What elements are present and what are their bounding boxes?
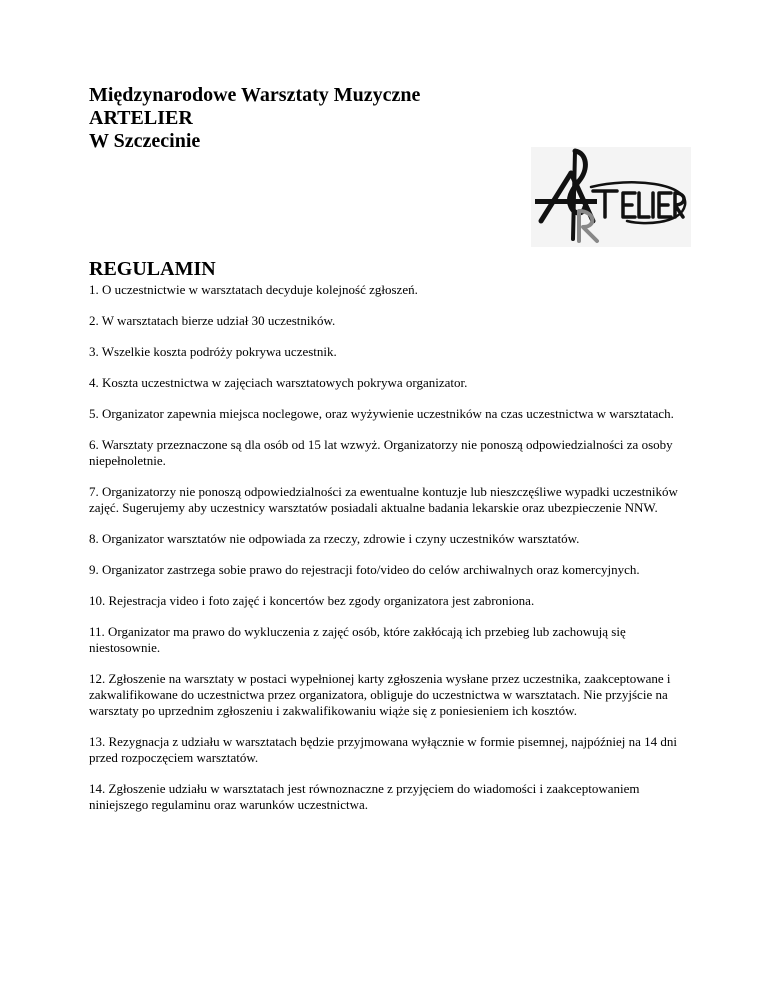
rule-item: 8. Organizator warsztatów nie odpowiada za rzeczy, zdrowie i czyny uczestników warsztatów.: [89, 531, 580, 546]
rule-item: 1. O uczestnictwie w warsztatach decyduje kolejność zgłoszeń.: [89, 282, 418, 297]
artelier-logo: [531, 147, 691, 247]
page-title: REGULAMIN: [89, 258, 216, 280]
rule-item: 12. Zgłoszenie na warsztaty w postaci wypełnionej karty zgłoszenia wysłane przez uczestnika, zaakceptowane i zakwalifikowane do uczestnictwa przez organizatora, obliguje do uczestnictwa w warsztatach. Nie przyjście na warsztaty po uprzednim zgłoszeniu i zakwalifikowaniu wiąże się z poniesieniem ich kosztów.: [89, 671, 671, 718]
rule-item: 5. Organizator zapewnia miejsca noclegowe, oraz wyżywienie uczestników na czas uczestnictwa w warsztatach.: [89, 406, 674, 421]
rule-item: 7. Organizatorzy nie ponoszą odpowiedzialności za ewentualne kontuzje lub nieszczęśliwe wypadki uczestników zajęć. Sugerujemy aby uczestnicy warsztatów posiadali aktualne badania lekarskie oraz ubezpieczenie NNW.: [89, 484, 678, 515]
rule-item: 14. Zgłoszenie udziału w warsztatach jest równoznaczne z przyjęciem do wiadomości i zaakceptowaniem niniejszego regulaminu oraz warunków uczestnictwa.: [89, 781, 640, 812]
rule-item: 11. Organizator ma prawo do wykluczenia z zajęć osób, które zakłócają ich przebieg lub zachowują się niestosownie.: [89, 624, 626, 655]
rule-item: 4. Koszta uczestnictwa w zajęciach warsztatowych pokrywa organizator.: [89, 375, 468, 390]
header-line-2: ARTELIER: [89, 107, 193, 129]
rule-item: 2. W warsztatach bierze udział 30 uczestników.: [89, 313, 336, 328]
header-line-1: Międzynarodowe Warsztaty Muzyczne: [89, 84, 421, 106]
rule-item: 9. Organizator zastrzega sobie prawo do rejestracji foto/video do celów archiwalnych oraz komercyjnych.: [89, 562, 640, 577]
rule-item: 3. Wszelkie koszta podróży pokrywa uczestnik.: [89, 344, 337, 359]
rules-list: [89, 282, 689, 828]
rule-item: 13. Rezygnacja z udziału w warsztatach będzie przyjmowana wyłącznie w formie pisemnej, najpóźniej na 14 dni przed rozpoczęciem warsztatów.: [89, 734, 678, 765]
rule-item: 10. Rejestracja video i foto zajęć i koncertów bez zgody organizatora jest zabroniona.: [89, 593, 535, 608]
header-line-3: W Szczecinie: [89, 130, 201, 152]
document-header: [89, 84, 509, 153]
artelier-treble-clef-logo-icon: [531, 147, 691, 247]
rule-item: 6. Warsztaty przeznaczone są dla osób od 15 lat wzwyż. Organizatorzy nie ponoszą odpowiedzialności za osoby niepełnoletnie.: [89, 437, 673, 468]
